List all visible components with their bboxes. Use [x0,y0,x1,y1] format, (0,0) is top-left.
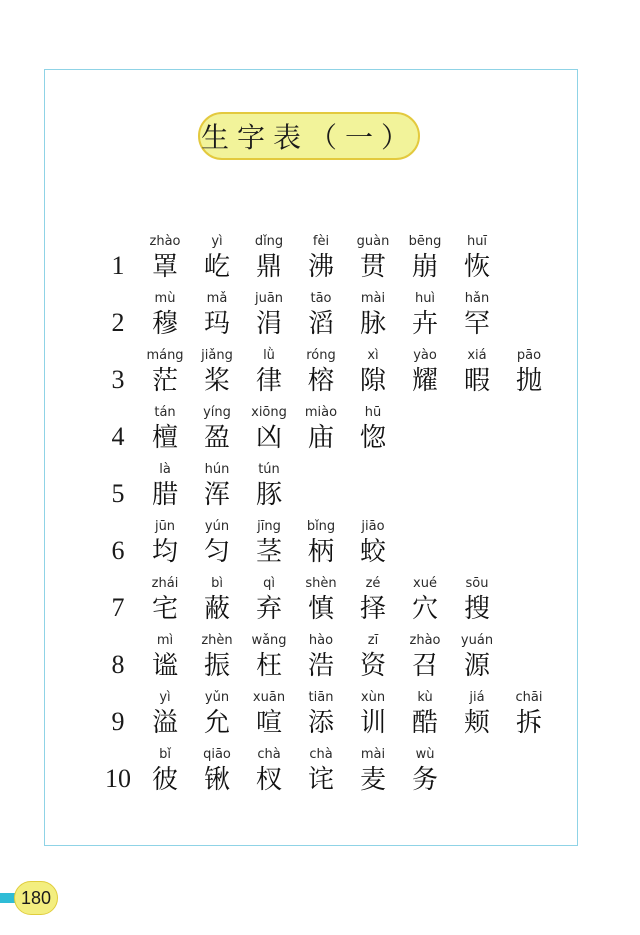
hanzi-character: 庙 [307,423,334,453]
character-entry [405,235,445,291]
pinyin-label: guàn [356,234,390,249]
pinyin-label: xì [367,348,379,363]
pinyin-label: yíng [203,405,231,420]
character-entry [197,634,237,690]
character-entry [509,691,549,747]
character-entry [353,748,393,804]
character-entry [249,634,289,690]
hanzi-character: 喧 [255,708,282,738]
character-entry [145,691,185,747]
character-entry [405,349,445,405]
character-entry [457,634,497,690]
character-entry [145,748,185,804]
pinyin-label: zhái [151,576,179,591]
row-number: 8 [111,650,125,679]
pinyin-label: zī [367,633,379,648]
hanzi-character: 蛟 [359,537,386,567]
pinyin-label: xiá [467,348,487,363]
pinyin-label: róng [306,348,336,363]
hanzi-character: 彼 [151,765,178,795]
character-entry [249,349,289,405]
pinyin-label: pāo [516,348,542,363]
pinyin-label: jiá [469,690,485,705]
row-number: 10 [105,764,131,793]
character-entry [301,292,341,348]
pinyin-label: zhào [149,234,181,249]
hanzi-character: 枉 [255,651,282,681]
character-entry [353,691,393,747]
table-row [0,691,640,747]
pinyin-label: hún [204,462,230,477]
character-entry [197,520,237,576]
hanzi-character: 振 [203,651,230,681]
character-entry [249,406,289,462]
pinyin-label: juān [254,291,284,306]
character-entry [457,292,497,348]
character-entry [197,463,237,519]
character-entry [145,634,185,690]
pinyin-label: wù [415,747,435,762]
hanzi-character: 蔽 [203,594,230,624]
character-entry [405,634,445,690]
hanzi-character: 训 [359,708,386,738]
pinyin-label: xuān [252,690,286,705]
hanzi-character: 锹 [203,765,230,795]
character-entry [353,349,393,405]
pinyin-label: máng [146,348,184,363]
hanzi-character: 暇 [463,366,490,396]
character-entry [301,349,341,405]
character-entry [145,292,185,348]
table-row [0,748,640,804]
pinyin-label: chà [257,747,281,762]
table-row [0,349,640,405]
pinyin-label: là [159,462,171,477]
pinyin-label: hào [308,633,334,648]
hanzi-character: 允 [203,708,230,738]
character-entry [249,463,289,519]
character-entry [249,235,289,291]
hanzi-character: 添 [307,708,334,738]
pinyin-label: yún [204,519,230,534]
character-entry [197,235,237,291]
character-entry [405,748,445,804]
pinyin-label: zhèn [201,633,233,648]
pinyin-label: tún [258,462,280,477]
hanzi-character: 腊 [151,480,178,510]
character-entry [197,349,237,405]
hanzi-character: 慎 [307,594,334,624]
character-entry [353,406,393,462]
hanzi-character: 匀 [203,537,230,567]
hanzi-character: 资 [359,651,386,681]
pinyin-label: hǎn [464,291,490,306]
hanzi-character: 玛 [203,309,230,339]
table-row [0,634,640,690]
character-entry [457,577,497,633]
pinyin-label: hū [364,405,382,420]
table-row [0,406,640,462]
pinyin-label: bǐng [306,519,336,534]
character-entry [301,691,341,747]
pinyin-label: jiāo [361,519,385,534]
hanzi-character: 盈 [203,423,230,453]
pinyin-label: miào [304,405,338,420]
hanzi-character: 溢 [151,708,178,738]
pinyin-label: zé [365,576,381,591]
hanzi-character: 务 [411,765,438,795]
character-entry [457,691,497,747]
row-number: 4 [111,422,125,451]
hanzi-character: 柄 [307,537,334,567]
character-entry [301,406,341,462]
hanzi-character: 谧 [151,651,178,681]
hanzi-character: 隙 [359,366,386,396]
hanzi-character: 择 [359,594,386,624]
hanzi-character: 沸 [307,252,334,282]
hanzi-character: 杈 [255,765,282,795]
hanzi-character: 拆 [515,708,542,738]
hanzi-character: 茎 [255,537,282,567]
hanzi-character: 穴 [411,594,438,624]
hanzi-character: 榕 [307,366,334,396]
character-entry [197,292,237,348]
pinyin-label: mì [156,633,174,648]
hanzi-character: 罕 [463,309,490,339]
hanzi-character: 宅 [151,594,178,624]
character-entry [197,406,237,462]
pinyin-label: lǜ [263,348,275,363]
character-entry [353,577,393,633]
character-entry [353,634,393,690]
pinyin-label: bǐ [159,747,171,762]
pinyin-label: jūn [154,519,176,534]
row-number: 9 [111,707,125,736]
hanzi-character: 搜 [463,594,490,624]
hanzi-character: 律 [255,366,282,396]
table-row [0,292,640,348]
character-entry [353,235,393,291]
hanzi-character: 崩 [411,252,438,282]
character-entry [405,577,445,633]
row-number: 3 [111,365,125,394]
hanzi-character: 均 [151,537,178,567]
pinyin-label: qiāo [203,747,231,762]
character-entry [197,748,237,804]
row-number: 7 [111,593,125,622]
pinyin-label: tāo [310,291,332,306]
page-number: 180 [14,881,58,915]
pinyin-label: chà [309,747,333,762]
character-entry [145,406,185,462]
hanzi-character: 豚 [255,480,282,510]
pinyin-label: xué [413,576,437,591]
hanzi-character: 恢 [463,252,490,282]
pinyin-label: bì [211,576,223,591]
row-number: 1 [111,251,125,280]
character-entry [457,235,497,291]
pinyin-label: huī [466,234,488,249]
hanzi-character: 茫 [151,366,178,396]
hanzi-character: 浩 [307,651,334,681]
hanzi-character: 脉 [359,309,386,339]
pinyin-label: tiān [308,690,334,705]
character-entry [457,349,497,405]
pinyin-label: zhào [409,633,441,648]
hanzi-character: 罩 [151,252,178,282]
hanzi-character: 耀 [411,366,438,396]
table-row [0,577,640,633]
character-entry [249,577,289,633]
character-entry [145,577,185,633]
table-row [0,463,640,519]
hanzi-character: 颊 [463,708,490,738]
character-entry [249,520,289,576]
pinyin-label: bēng [408,234,442,249]
character-entry [301,634,341,690]
character-entry [301,235,341,291]
pinyin-label: jiǎng [201,348,233,363]
pinyin-label: qì [263,576,275,591]
character-entry [249,292,289,348]
character-entry [301,520,341,576]
pinyin-label: jīng [257,519,281,534]
pinyin-label: mù [154,291,176,306]
hanzi-character: 惚 [359,423,386,453]
character-entry [405,292,445,348]
hanzi-character: 卉 [411,309,438,339]
hanzi-character: 浑 [203,480,230,510]
pinyin-label: yuán [460,633,494,648]
table-row [0,520,640,576]
character-entry [145,520,185,576]
hanzi-character: 源 [463,651,490,681]
pinyin-label: yǔn [204,690,230,705]
pinyin-label: xiōng [251,405,287,420]
character-entry [197,691,237,747]
hanzi-character: 檀 [151,423,178,453]
row-number: 6 [111,536,125,565]
hanzi-character: 诧 [307,765,334,795]
hanzi-character: 鼎 [255,252,282,282]
pinyin-label: fèi [312,234,330,249]
hanzi-character: 弃 [255,594,282,624]
pinyin-label: dǐng [254,234,284,249]
pinyin-label: tán [154,405,176,420]
hanzi-character: 滔 [307,309,334,339]
pinyin-label: mài [360,747,386,762]
pinyin-label: mǎ [206,291,228,306]
hanzi-character: 桨 [203,366,230,396]
character-entry [249,748,289,804]
character-entry [301,577,341,633]
pinyin-label: wǎng [251,633,287,648]
row-number: 5 [111,479,125,508]
pinyin-label: yào [413,348,437,363]
hanzi-character: 召 [411,651,438,681]
character-entry [353,292,393,348]
pinyin-label: chāi [515,690,543,705]
hanzi-character: 麦 [359,765,386,795]
pinyin-label: xùn [360,690,386,705]
character-entry [301,748,341,804]
character-entry [145,235,185,291]
hanzi-character: 酷 [411,708,438,738]
hanzi-character: 抛 [515,366,542,396]
character-entry [353,520,393,576]
pinyin-label: mài [360,291,386,306]
character-entry [405,691,445,747]
character-entry [197,577,237,633]
pinyin-label: shèn [305,576,337,591]
pinyin-label: kù [417,690,433,705]
pinyin-label: sōu [465,576,489,591]
row-number: 2 [111,308,125,337]
character-entry [145,463,185,519]
page-title: 生字表（一） [198,112,420,160]
character-entry [145,349,185,405]
character-entry [509,349,549,405]
hanzi-character: 穆 [151,309,178,339]
pinyin-label: huì [414,291,436,306]
table-row [0,235,640,291]
pinyin-label: yì [211,234,223,249]
hanzi-character: 涓 [255,309,282,339]
character-entry [249,691,289,747]
pinyin-label: yì [159,690,171,705]
hanzi-character: 屹 [203,252,230,282]
hanzi-character: 贯 [359,252,386,282]
hanzi-character: 凶 [255,423,282,453]
